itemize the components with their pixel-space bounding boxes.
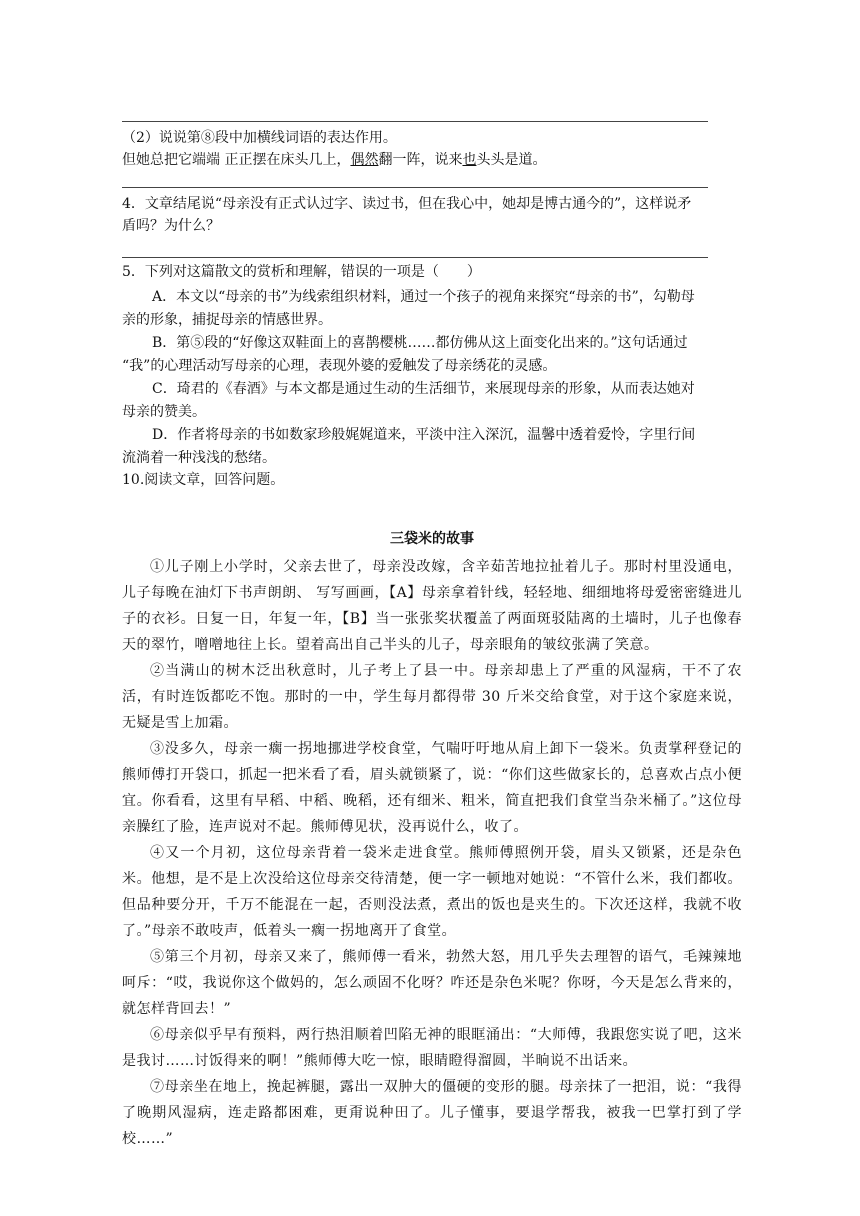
sentence-part: 翻一阵，说来 bbox=[378, 152, 463, 168]
question-4-line: 盾吗？为什么？ bbox=[122, 218, 220, 234]
paragraph-4: ④又一个月初，这位母亲背着一袋米走进食堂。熊师傅照例开袋，眉头又锁紧，还是杂色米。他想，是不是上次没给这位母亲交待清楚，便一字一顿地对她说：“不管什么米，我们都收。但品种要分开，千万不能混在一起，否则没法煮，煮出的饭也是夹生的。下次还这样，我就不收了。”母亲不敢吱声，低着头一瘸一拐地离开了食堂。 bbox=[122, 845, 742, 939]
paragraph-1 bbox=[122, 554, 742, 658]
option-a-cont: 亲的形象，捕捉母亲的情感世界。 bbox=[122, 312, 332, 328]
marker-b: 【B】 bbox=[342, 611, 376, 627]
option-a: A．本文以“母亲的书”为线索组织材料，通过一个孩子的视角来探究“母亲的书”，勾勒母 bbox=[152, 289, 695, 305]
question-2-label: （2）说说第⑧段中加横线词语的表达作用。 bbox=[122, 130, 397, 146]
sentence-part: 头头是道。 bbox=[476, 152, 547, 168]
option-c: C．琦君的《春酒》与本文都是通过生动的生活细节，来展现母亲的形象，从而表达她对 bbox=[152, 381, 695, 397]
option-b: B．第⑤段的“好像这双鞋面上的喜鹊樱桃……都仿佛从这上面变化出来的。”这句话通过 bbox=[152, 335, 688, 351]
paragraph-5: ⑤第三个月初，母亲又来了，熊师傅一看米，勃然大怒，用几乎失去理智的语气，毛辣辣地呵斥：“哎，我说你这个做妈的，怎么顽固不化呀？咋还是杂色米呢？你呀，今天是怎么背来的，就怎样背回去！” bbox=[122, 949, 742, 1017]
option-b-cont: “我”的心理活动写母亲的心理，表现外婆的爱触发了母亲绣花的灵感。 bbox=[122, 358, 557, 374]
question-5-stem: 5．下列对这篇散文的赏析和理解，错误的一项是（ ） bbox=[122, 264, 481, 280]
paragraph-3: ③没多久，母亲一瘸一拐地挪进学校食堂，气喘吁吁地从肩上卸下一袋米。负责掌秤登记的熊师傅打开袋口，抓起一把米看了看，眉头就锁紧了，说：“你们这些做家长的，总喜欢占点小便宜。你看看，这里有早稻、中稻、晚稻，还有细米、粗米，简直把我们食堂当杂米桶了。”这位母亲臊红了脸，连声说对不起。熊师傅见状，没再说什么，收了。 bbox=[122, 741, 742, 835]
answer-line bbox=[122, 121, 708, 122]
paragraph-6: ⑥母亲似乎早有预料，两行热泪顺着凹陷无神的眼眶涌出：“大师傅，我跟您实说了吧，这米是我讨……讨饭得来的啊！”熊师傅大吃一惊，眼睛瞪得溜圆，半晌说不出话来。 bbox=[122, 1027, 742, 1069]
paragraph-text: ①儿子刚上小学时，父亲去世了，母亲没改嫁，含辛茹苦地拉扯着儿子。那时村里没通电，儿子每晚在油灯下书声朗朗、 写写画画， bbox=[122, 559, 742, 601]
question-4-line: 4．文章结尾说“母亲没有正式认过字、读过书，但在我心中，她却是博古通今的”，这样说矛 bbox=[122, 196, 692, 212]
question-2-sentence bbox=[122, 149, 742, 171]
paragraph-7: ⑦母亲坐在地上，挽起裤腿，露出一双肿大的僵硬的变形的腿。母亲抹了一把泪，说：“我得了晚期风湿病，连走路都困难，更甭说种田了。儿子懂事，要退学帮我，被我一巴掌打到了学校……” bbox=[122, 1079, 742, 1147]
answer-line bbox=[122, 187, 708, 188]
story-title: 三袋米的故事 bbox=[390, 531, 474, 547]
sentence-part: 但她总把它端端 正正摆在床头几上， bbox=[122, 152, 351, 168]
paragraph-2: ②当满山的树木泛出秋意时，儿子考上了县一中。母亲却患上了严重的风湿病，干不了农活，有时连饭都吃不饱。那时的一中，学生每月都得带 30 斤米交给食堂，对于这个家庭来说，无疑是雪上加霜。 bbox=[122, 663, 742, 731]
paragraph-text: 当一张张奖状覆盖了两面斑驳陆离的土墙时，儿子也像春天的翠竹，噌噌地往上长。望着高出自己半头的儿子，母亲眼角的皱纹张满了笑意。 bbox=[122, 611, 743, 653]
question-10-instruction: 10.阅读文章，回答问题。 bbox=[122, 472, 285, 488]
underlined-word: 偶然 bbox=[350, 152, 379, 168]
underlined-word: 也 bbox=[462, 152, 477, 168]
paragraph-text: 母亲拿着针线，轻轻地、细细地将母爱密密缝进儿子的衣衫。日复一日，年复一年， bbox=[122, 585, 742, 627]
option-c-cont: 母亲的赞美。 bbox=[122, 404, 206, 420]
marker-a: 【A】 bbox=[389, 585, 422, 601]
answer-line bbox=[122, 257, 708, 258]
option-d-cont: 流淌着一种浅浅的愁绪。 bbox=[122, 450, 276, 466]
option-d: D．作者将母亲的书如数家珍般娓娓道来，平淡中注入深沉，温馨中透着爱怜，字里行间 bbox=[152, 427, 696, 443]
